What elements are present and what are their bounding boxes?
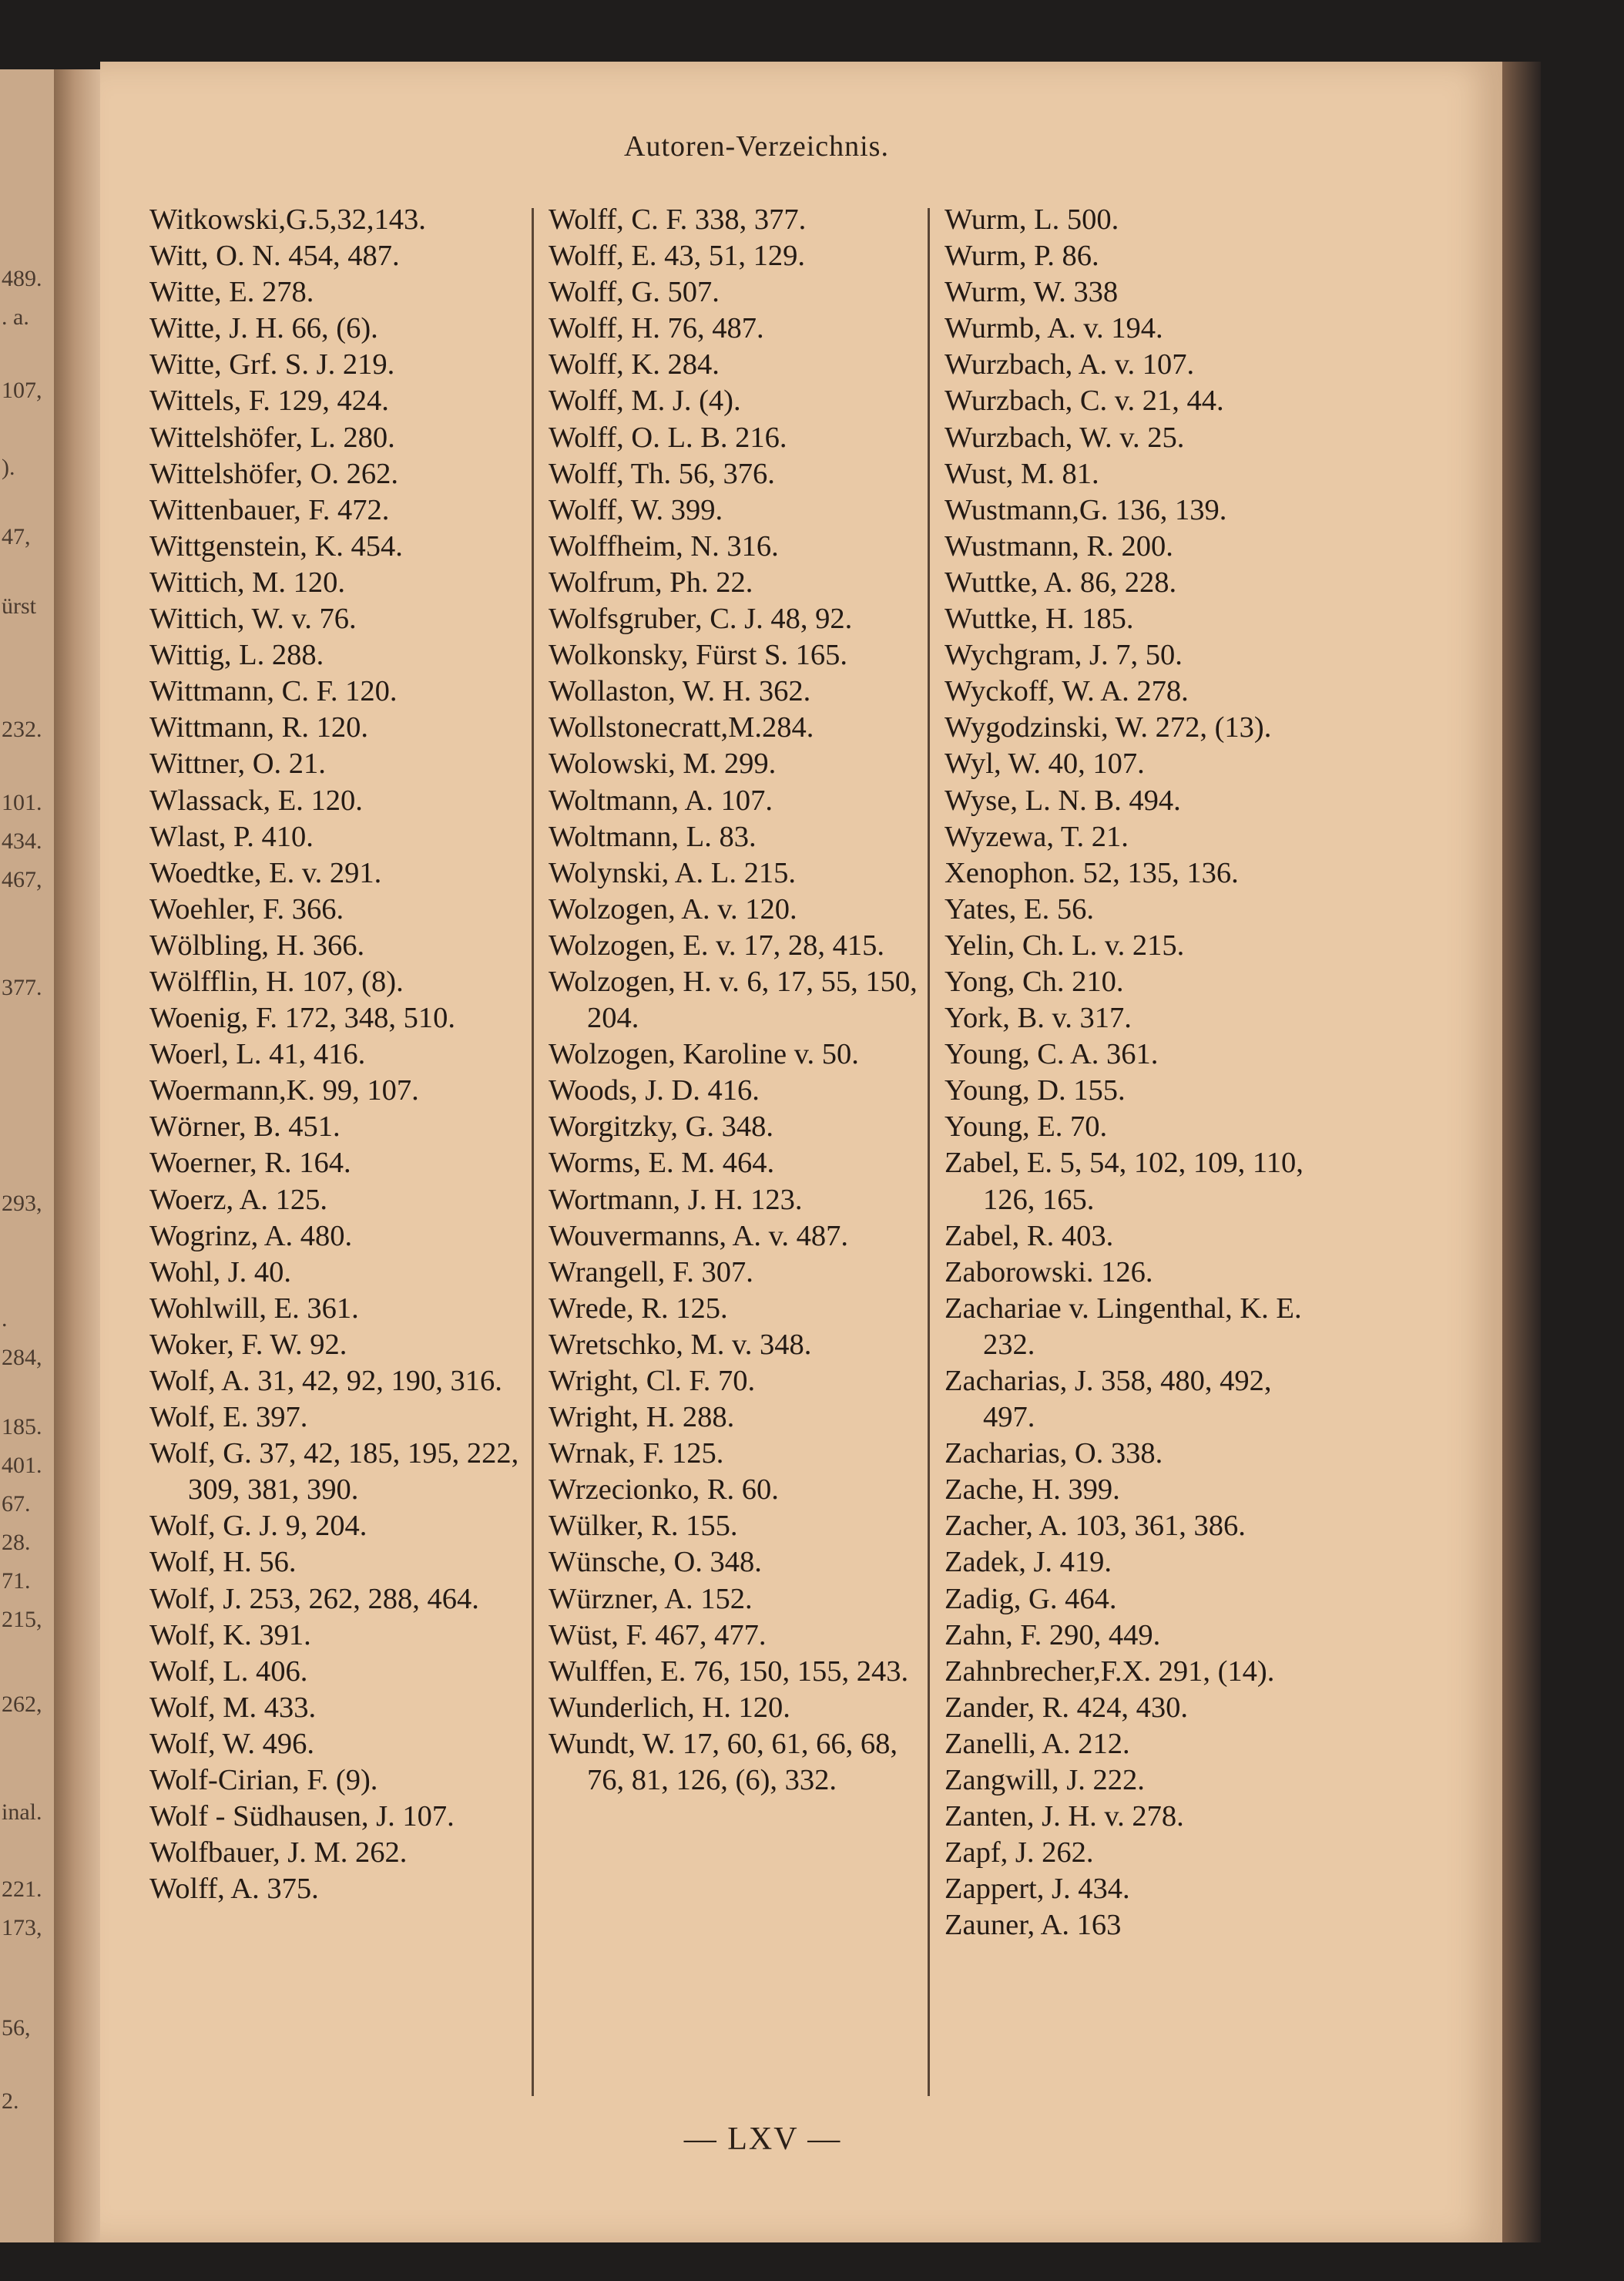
- index-entry: Woerner, R. 164.: [149, 1147, 351, 1180]
- margin-fragment: 185.: [2, 1414, 42, 1439]
- index-entry: Worgitzky, G. 348.: [549, 1110, 774, 1144]
- index-entry: Young, D. 155.: [945, 1074, 1126, 1107]
- margin-fragment: ürst: [2, 593, 36, 619]
- index-column-1: [149, 202, 519, 1907]
- index-entry: Wrnak, F. 125.: [549, 1437, 724, 1470]
- index-entry: Wolkonsky, Fürst S. 165.: [549, 639, 848, 672]
- index-entry: Wolff, H. 76, 487.: [549, 312, 764, 345]
- index-entry: Wyzewa, T. 21.: [945, 820, 1129, 853]
- margin-fragment: 293,: [2, 1191, 42, 1216]
- index-entry: Wüst, F. 467, 477.: [549, 1618, 767, 1651]
- margin-fragment: 215,: [2, 1607, 42, 1632]
- index-entry: Woltmann, A. 107.: [549, 784, 773, 817]
- index-entry: Wolff, K. 284.: [549, 348, 720, 381]
- index-entry: Wolff, G. 507.: [549, 276, 720, 309]
- index-entry: Wyl, W. 40, 107.: [945, 747, 1145, 781]
- index-entry: Wright, Cl. F. 70.: [549, 1365, 756, 1397]
- index-entry: Wittmann, R. 120.: [149, 711, 368, 744]
- index-entry: Zacher, A. 103, 361, 386.: [945, 1510, 1246, 1543]
- index-entry: Wygodzinski, W. 272, (13).: [945, 711, 1272, 744]
- index-entry: Zahn, F. 290, 449.: [945, 1618, 1161, 1651]
- index-entry: Wittig, L. 288.: [149, 639, 324, 672]
- index-entry: Wundt, W. 17, 60, 61, 66, 68, 76, 81, 126, (6), 332.: [549, 1727, 898, 1797]
- index-entry: Wittenbauer, F. 472.: [149, 493, 390, 526]
- index-entry: Woker, F. W. 92.: [149, 1328, 347, 1361]
- index-entry: Wittels, F. 129, 424.: [149, 385, 389, 418]
- index-entry: Wurm, L. 500.: [945, 203, 1119, 236]
- page-number: — LXV —: [683, 2121, 842, 2157]
- index-entry: Wittmann, C. F. 120.: [149, 675, 398, 708]
- index-entry: Wretschko, M. v. 348.: [549, 1328, 812, 1361]
- index-entry: Wouvermanns, A. v. 487.: [549, 1219, 848, 1252]
- index-entry: Young, C. A. 361.: [945, 1038, 1159, 1071]
- index-entry: Zauner, A. 163: [945, 1909, 1122, 1942]
- index-entry: Wolf, E. 397.: [149, 1401, 308, 1434]
- index-entry: Wolfbauer, J. M. 262.: [149, 1836, 408, 1869]
- index-entry: Zanten, J. H. v. 278.: [945, 1800, 1184, 1833]
- previous-page-edge: [0, 69, 54, 2242]
- index-entry: Wolf, G. J. 9, 204.: [149, 1510, 367, 1543]
- index-entry: Wittner, O. 21.: [149, 747, 326, 781]
- index-entry: Wolf, G. 37, 42, 185, 195, 222, 309, 381, 390.: [149, 1437, 519, 1507]
- index-entry: Wittich, W. v. 76.: [149, 603, 357, 636]
- index-entry: Wolynski, A. L. 215.: [549, 856, 796, 889]
- index-entry: Woehler, F. 366.: [149, 892, 344, 926]
- margin-fragment: 401.: [2, 1453, 42, 1478]
- index-entry: Wollstonecratt,M.284.: [549, 711, 814, 744]
- index-entry: Wolf, A. 31, 42, 92, 190, 316.: [149, 1365, 502, 1397]
- index-entry: Wölfflin, H. 107, (8).: [149, 965, 404, 998]
- index-entry: Zadek, J. 419.: [945, 1546, 1112, 1579]
- index-entry: Woenig, F. 172, 348, 510.: [149, 1002, 455, 1035]
- index-entry: Woermann,K. 99, 107.: [149, 1074, 419, 1107]
- index-entry: Wülker, R. 155.: [549, 1510, 738, 1543]
- index-entry: Zangwill, J. 222.: [945, 1764, 1145, 1797]
- index-entry: Wulffen, E. 76, 150, 155, 243.: [549, 1654, 909, 1688]
- margin-fragment: 284,: [2, 1345, 42, 1370]
- index-entry: Wust, M. 81.: [945, 457, 1099, 490]
- index-entry: Xenophon. 52, 135, 136.: [945, 856, 1239, 889]
- margin-fragment: . a.: [2, 304, 29, 330]
- index-entry: Wünsche, O. 348.: [549, 1546, 762, 1579]
- index-entry: Zahnbrecher,F.X. 291, (14).: [945, 1654, 1275, 1688]
- index-entry: Wolf, H. 56.: [149, 1546, 297, 1579]
- margin-fragment: 101.: [2, 790, 42, 815]
- index-entry: Wunderlich, H. 120.: [549, 1691, 790, 1724]
- index-entry: Yelin, Ch. L. v. 215.: [945, 929, 1185, 962]
- index-entry: Woltmann, L. 83.: [549, 820, 757, 853]
- index-entry: Woerl, L. 41, 416.: [149, 1038, 366, 1071]
- index-entry: Wolff, E. 43, 51, 129.: [549, 240, 806, 273]
- index-entry: Wurzbach, A. v. 107.: [945, 348, 1195, 381]
- index-entry: Wolf, L. 406.: [149, 1654, 308, 1688]
- index-entry: Wyse, L. N. B. 494.: [945, 784, 1181, 817]
- index-entry: Wölbling, H. 366.: [149, 929, 365, 962]
- index-entry: Wolff, C. F. 338, 377.: [549, 203, 807, 236]
- index-entry: Wolff, M. J. (4).: [549, 385, 741, 418]
- index-entry: Wolf, J. 253, 262, 288, 464.: [149, 1582, 479, 1615]
- index-entry: Witte, E. 278.: [149, 276, 314, 309]
- column-rule: [532, 208, 534, 2096]
- index-entry: Witt, O. N. 454, 487.: [149, 240, 400, 273]
- index-entry: Wrzecionko, R. 60.: [549, 1473, 779, 1507]
- index-entry: Zanelli, A. 212.: [945, 1727, 1130, 1760]
- page-header: Autoren-Verzeichnis.: [624, 130, 889, 163]
- index-entry: Wohl, J. 40.: [149, 1255, 292, 1288]
- index-entry: Zabel, R. 403.: [945, 1219, 1114, 1252]
- index-entry: Würzner, A. 152.: [549, 1582, 753, 1615]
- index-entry: Wogrinz, A. 480.: [149, 1219, 353, 1252]
- index-entry: Wuttke, H. 185.: [945, 603, 1134, 636]
- index-entry: Witte, J. H. 66, (6).: [149, 312, 378, 345]
- index-entry: Witkowski,G.5,32,143.: [149, 203, 426, 236]
- margin-fragment: ).: [2, 455, 15, 480]
- index-entry: Wurm, W. 338: [945, 276, 1119, 309]
- margin-fragment: 232.: [2, 717, 42, 742]
- index-entry: Zachariae v. Lingenthal, K. E. 232.: [945, 1292, 1302, 1361]
- index-entry: Witte, Grf. S. J. 219.: [149, 348, 395, 381]
- index-entry: Wyckoff, W. A. 278.: [945, 675, 1189, 708]
- index-entry: Wustmann,G. 136, 139.: [945, 493, 1227, 526]
- index-entry: York, B. v. 317.: [945, 1002, 1132, 1035]
- margin-fragment: 56,: [2, 2015, 31, 2041]
- index-entry: Wrede, R. 125.: [549, 1292, 728, 1325]
- index-entry: Wurmb, A. v. 194.: [945, 312, 1163, 345]
- index-entry: Wuttke, A. 86, 228.: [945, 566, 1177, 599]
- index-entry: Worms, E. M. 464.: [549, 1147, 775, 1180]
- index-entry: Zaborowski. 126.: [945, 1255, 1153, 1288]
- index-entry: Wolff, O. L. B. 216.: [549, 421, 787, 454]
- index-entry: Yates, E. 56.: [945, 892, 1094, 926]
- index-entry: Woods, J. D. 416.: [549, 1074, 760, 1107]
- index-entry: Wollaston, W. H. 362.: [549, 675, 811, 708]
- index-entry: Wolfrum, Ph. 22.: [549, 566, 753, 599]
- index-entry: Wörner, B. 451.: [149, 1110, 341, 1144]
- index-entry: Wolff, A. 375.: [149, 1873, 319, 1906]
- index-entry: Wittelshöfer, O. 262.: [149, 457, 399, 490]
- index-entry: Wurzbach, W. v. 25.: [945, 421, 1185, 454]
- margin-fragment: 434.: [2, 828, 42, 854]
- index-entry: Zander, R. 424, 430.: [945, 1691, 1189, 1724]
- index-entry: Wolzogen, Karoline v. 50.: [549, 1038, 859, 1071]
- index-entry: Wurm, P. 86.: [945, 240, 1099, 273]
- margin-fragment: 467,: [2, 867, 42, 892]
- book-gutter: [54, 69, 100, 2242]
- margin-fragment: 71.: [2, 1568, 31, 1594]
- index-entry: Wolowski, M. 299.: [549, 747, 777, 781]
- margin-fragment: 2.: [2, 2088, 19, 2114]
- index-entry: Wolff, Th. 56, 376.: [549, 457, 775, 490]
- margin-fragment: 28.: [2, 1530, 31, 1555]
- index-entry: Wolffheim, N. 316.: [549, 529, 779, 563]
- index-entry: Wolzogen, E. v. 17, 28, 415.: [549, 929, 885, 962]
- index-entry: Wortmann, J. H. 123.: [549, 1183, 803, 1216]
- index-entry: Wohlwill, E. 361.: [149, 1292, 359, 1325]
- index-entry: Wright, H. 288.: [549, 1401, 735, 1434]
- index-entry: Wolf, K. 391.: [149, 1618, 311, 1651]
- index-entry: Zabel, E. 5, 54, 102, 109, 110, 126, 165.: [945, 1147, 1304, 1216]
- index-entry: Zapf, J. 262.: [945, 1836, 1094, 1869]
- index-entry: Yong, Ch. 210.: [945, 965, 1124, 998]
- index-entry: Zacharias, O. 338.: [945, 1437, 1163, 1470]
- margin-fragment: 67.: [2, 1491, 31, 1517]
- index-entry: Wolfsgruber, C. J. 48, 92.: [549, 603, 853, 636]
- index-entry: Wustmann, R. 200.: [945, 529, 1173, 563]
- margin-fragment: 221.: [2, 1876, 42, 1902]
- index-entry: Wychgram, J. 7, 50.: [945, 639, 1183, 672]
- index-entry: Wolzogen, A. v. 120.: [549, 892, 797, 926]
- index-entry: Wolf-Cirian, F. (9).: [149, 1764, 378, 1797]
- column-rule: [928, 208, 930, 2096]
- index-entry: Wrangell, F. 307.: [549, 1255, 753, 1288]
- index-entry: Wlassack, E. 120.: [149, 784, 363, 817]
- index-column-3: [945, 202, 1322, 1944]
- margin-fragment: .: [2, 1306, 8, 1332]
- index-entry: Wolff, W. 399.: [549, 493, 723, 526]
- margin-fragment: inal.: [2, 1799, 42, 1825]
- margin-fragment: 489.: [2, 266, 42, 291]
- margin-fragment: 173,: [2, 1915, 42, 1940]
- index-entry: Wittelshöfer, L. 280.: [149, 421, 395, 454]
- margin-fragment: 377.: [2, 975, 42, 1000]
- index-entry: Young, E. 70.: [945, 1110, 1108, 1144]
- index-entry: Woerz, A. 125.: [149, 1183, 328, 1216]
- index-entry: Woedtke, E. v. 291.: [149, 856, 382, 889]
- index-entry: Wolf, M. 433.: [149, 1691, 317, 1724]
- index-entry: Zappert, J. 434.: [945, 1873, 1130, 1906]
- index-entry: Wolf - Südhausen, J. 107.: [149, 1800, 455, 1833]
- page-edge-shadow: [1502, 62, 1541, 2242]
- index-entry: Wurzbach, C. v. 21, 44.: [945, 385, 1224, 418]
- margin-fragment: 262,: [2, 1691, 42, 1717]
- index-entry: Zache, H. 399.: [945, 1473, 1120, 1507]
- index-entry: Wlast, P. 410.: [149, 820, 314, 853]
- index-entry: Zadig, G. 464.: [945, 1582, 1117, 1615]
- index-column-2: [549, 202, 918, 1799]
- index-entry: Wittgenstein, K. 454.: [149, 529, 403, 563]
- index-entry: Wolzogen, H. v. 6, 17, 55, 150, 204.: [549, 965, 918, 1035]
- margin-fragment: 47,: [2, 524, 31, 549]
- index-entry: Zacharias, J. 358, 480, 492, 497.: [945, 1365, 1272, 1434]
- margin-fragment: 107,: [2, 378, 42, 403]
- index-entry: Wolf, W. 496.: [149, 1727, 315, 1760]
- index-entry: Wittich, M. 120.: [149, 566, 346, 599]
